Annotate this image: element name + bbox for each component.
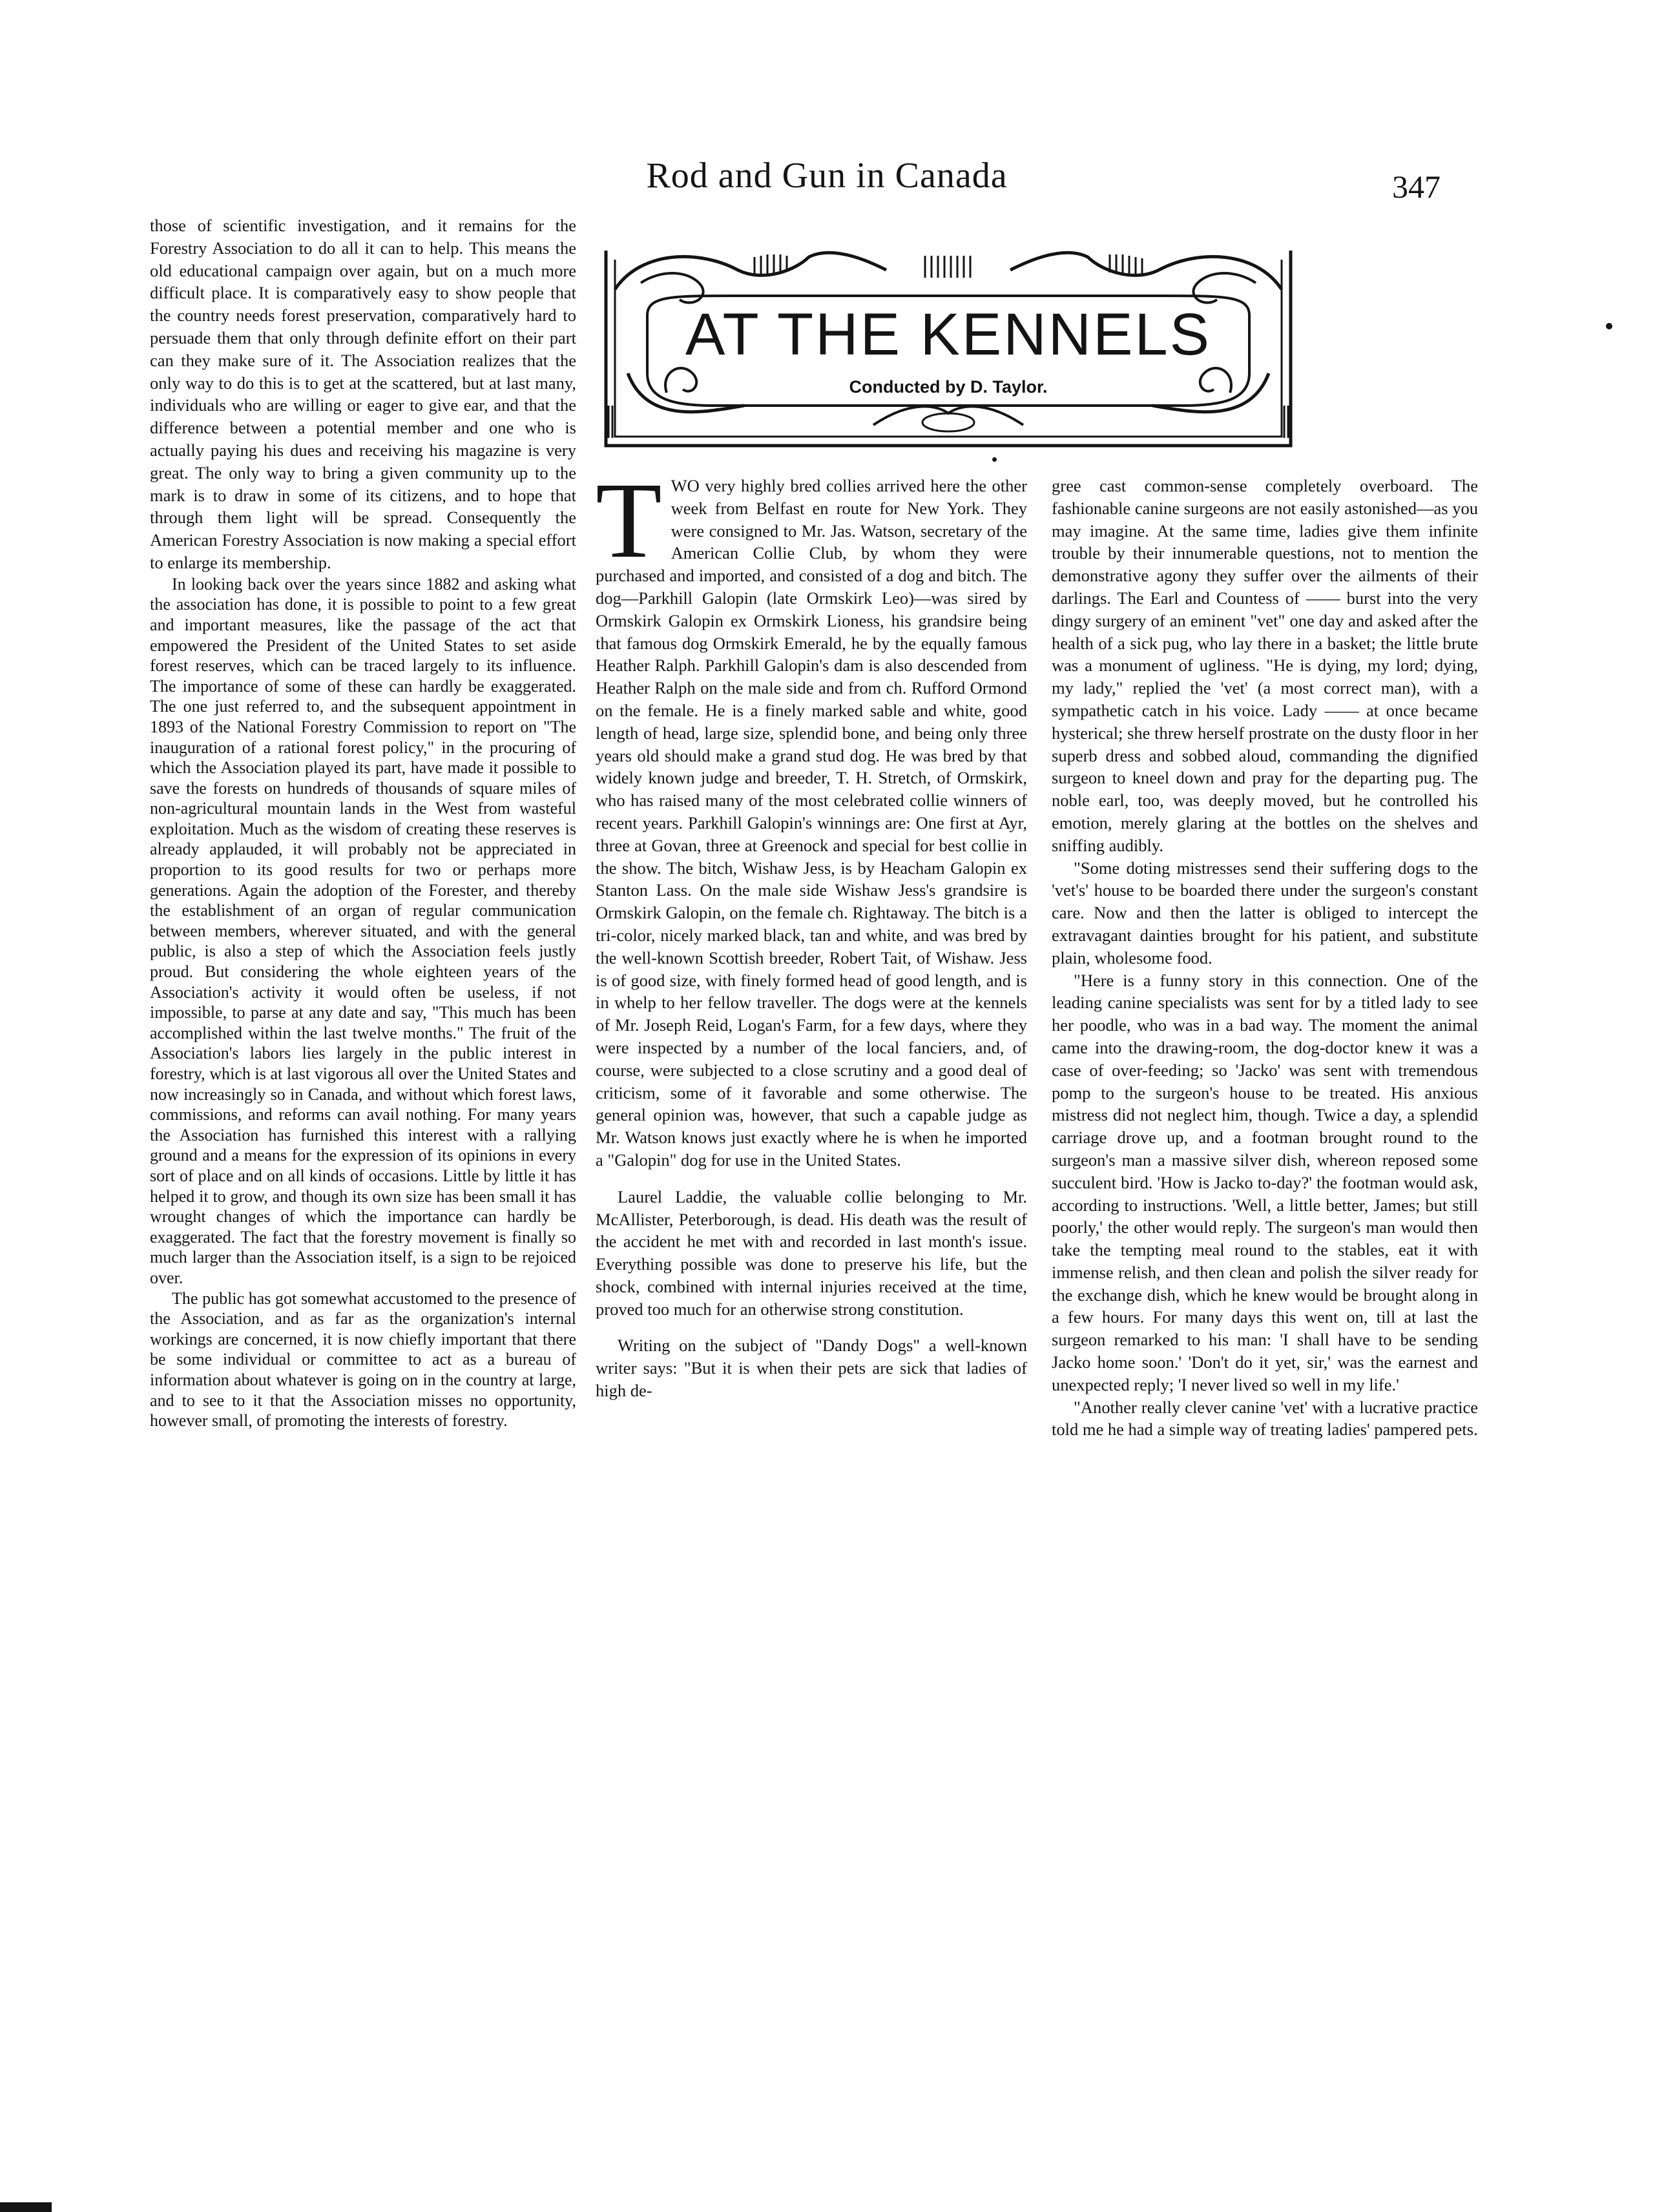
article-column-3 <box>1052 475 1478 2089</box>
column-3-paragraph: "Here is a funny story in this connection. One of the leading canine specialists was sent for by a titled lady to see her poodle, who was in a bad way. The moment the animal came into the drawing-room, the dog-doctor knew it was a case of over-feeding; so 'Jacko' was sent with tremendous pomp to the surgeon's house to be treated. His anxious mistress did not neglect him, though. Twice a day, a splendid carriage drove up, and a footman brought round to the surgeon's man a massive silver dish, whereon reposed some succulent bird. 'How is Jacko to-day?' the footman would ask, according to instructions. 'Well, a little better, James; but still poorly,' the other would reply. The surgeon's man would then take the tempting meal round to the stables, eat it with immense relish, and then clean and polish the silver ready for the exchange dish, which he knew would be brought along in a few hours. For many days this went on, till at last the surgeon remarked to his man: 'I shall have to be sending Jacko home soon.' 'Don't do it yet, sir,' was the earnest and unexpected reply; 'I never lived so well in my life.' <box>1052 970 1478 1394</box>
article-column-2 <box>596 475 1027 2054</box>
column-2-paragraph: Writing on the subject of "Dandy Dogs" a well-known writer says: "But it is when their pets are sick that ladies of high de- <box>596 1336 1027 1401</box>
lead-paragraph <box>596 475 1027 1172</box>
running-head-title: Rod and Gun in Canada <box>646 156 1008 196</box>
article-column-1 <box>150 214 576 2126</box>
margin-bullet <box>1606 323 1612 329</box>
column-3-paragraph: gree cast common-sense completely overboard. The fashionable canine surgeons are not easily astonished—as you may imagine. At the same time, ladies give them infinite trouble by their innumerable questions, not to mention the demonstrative agony they suffer over the ailments of their darlings. The Earl and Countess of —— burst into the very dingy surgery of an eminent "vet" one day and asked after the health of a sick pug, who lay there in a basket; the little brute was a monument of ugliness. "He is dying, my lord; dying, my lady," replied the 'vet' (a most correct man), with a sympathetic catch in his voice. Lady —— at once became hysterical; she threw herself prostrate on the dusty floor in her superb dress and sobbed aloud, commanding the dignified surgeon to kneel down and pray for the departing pug. The noble earl, too, was deeply moved, but he controlled his emotion, merely glaring at the bottles on the shelves and sniffing audibly. <box>1052 476 1478 855</box>
section-byline: Conducted by D. Taylor. <box>849 377 1048 397</box>
drop-cap: T <box>596 475 662 581</box>
column-2-paragraph: Laurel Laddie, the valuable collie belonging to Mr. McAllister, Peterborough, is dead. His death was the result of the accident he met with and recorded in last month's issue. Everything possible was done to preserve his life, but the shock, combined with internal injuries received at the time, proved too much for an otherwise strong constitution. <box>596 1186 1027 1319</box>
column-3-paragraph: "Some doting mistresses send their suffering dogs to the 'vet's' house to be boarded there under the surgeon's constant care. Now and then the latter is obliged to intercept the extravagant dainties brought for his patient, and substitute plain, wholesome food. <box>1052 858 1478 967</box>
column-3-paragraph: "Another really clever canine 'vet' with a lucrative practice told me he had a simple way of treating ladies' pampered pets. <box>1052 1397 1478 1440</box>
column-1-paragraph: those of scientific investigation, and it remains for the Forestry Association to do all it can to help. This means the old educational campaign over again, but on a much more difficult place. It is comparatively easy to show people that the country needs forest preservation, comparatively hard to persuade them that only through definite effort on their part can they make sure of it. The Association realizes that the only way to do this is to get at the scattered, but at last many, individuals who are willing or eager to give ear, and that the difference between a potential member and one who is actually paying his dues and receiving his magazine is very great. The only way to bring a given community up to the mark is to draw in some of its citizens, and to hope that through them light will be spread. Consequently the American Forestry Association is now making a special effort to enlarge its membership. <box>150 216 576 572</box>
column-1-paragraph: In looking back over the years since 1882 and asking what the association has done, it is possible to point to a few great and important measures, like the passage of the act that empowered the President of the United States to set aside forest reserves, which can be traced largely to its influence. The importance of some of these can hardly be exaggerated. The one just referred to, and the subsequent appointment in 1893 of the National Forestry Commission to report on "The inauguration of a rational forest policy," in the procuring of which the Association played its part, have made it possible to save the forests on hundreds of thousands of square miles of non-agricultural mountain lands in the West from wasteful exploitation. Much as the wisdom of creating these reserves is already applauded, it will probably not be appreciated in proportion to its good results for two or perhaps more generations. Again the adoption of the Forester, and thereby the establishment of an organ of regular communication between members, wherever situated, and with the general public, is also a step of which the Association feels justly proud. But considering the whole eighteen years of the Association's activity it would often be useless, if not impossible, to parse at any date and say, "This much has been accomplished within the last twelve months." The fruit of the Association's labors lies largely in the public interest in forestry, which is at last vigorous all over the United States and now increasingly so in Canada, and without which forest laws, commissions, and reforms can avail nothing. For many years the Association has furnished this interest with a rallying ground and a means for the expression of its opinions in every sort of place and on all kinds of occasions. Little by little it has helped it to grow, and though its own size has been small it has wrought changes of which the importance can hardly be exaggerated. The fact that the forestry movement is finally so much larger than the Association itself, is a sign to be rejoiced over. <box>150 574 576 1287</box>
scan-edge-mark <box>0 2202 52 2212</box>
section-title: AT THE KENNELS <box>685 302 1212 367</box>
ornament-dot <box>992 457 997 462</box>
lead-paragraph-text: WO very highly bred collies arrived here the other week from Belfast en route for New York. They were consigned to Mr. Jas. Watson, secretary of the American Collie Club, by whom they were purchased and imported, and consisted of a dog and bitch. The dog—Parkhill Galopin (late Ormskirk Leo)—was sired by Ormskirk Galopin ex Ormskirk Lioness, his grandsire being that famous dog Ormskirk Emerald, he by the equally famous Heather Ralph. Parkhill Galopin's dam is also descended from Heather Ralph on the male side and from ch. Rufford Ormond on the female. He is a finely marked sable and white, good length of head, large size, splendid bone, and being only three years old should make a grand stud dog. He was bred by that widely known judge and breeder, T. H. Stretch, of Ormskirk, who has raised many of the most celebrated collie winners of recent years. Parkhill Galopin's winnings are: One first at Ayr, three at Govan, three at Greenock and special for best collie in the show. The bitch, Wishaw Jess, is by Heacham Galopin ex Stanton Lass. On the male side Wishaw Jess's grandsire is Ormskirk Galopin, on the female ch. Rightaway. The bitch is a tri-color, nicely marked black, tan and white, and was bred by the well-known Scottish breeder, Robert Tait, of Wishaw. Jess is of good size, with finely formed head of good length, and is in whelp to her fellow traveller. The dogs were at the kennels of Mr. Joseph Reid, Logan's Farm, for a few days, where they were inspected by a number of the local fanciers, and, of course, were subjected to a close scrutiny and a good deal of criticism, some of it favorable and some otherwise. The general opinion was, however, that such a capable judge as Mr. Watson knows just exactly where he is when he imported a "Galopin" dog for use in the United States. <box>596 476 1027 1170</box>
column-1-paragraph: The public has got somewhat accustomed to the presence of the Association, and as far as the organization's internal workings are concerned, it is now chiefly important that there be some individual or committee to act as a bureau of information about whatever is going on in the country at large, and to see to it that the Association misses no opportunity, however small, of promoting the interests of forestry. <box>150 1288 576 1431</box>
section-banner <box>602 244 1295 452</box>
page-number: 347 <box>1392 169 1441 205</box>
